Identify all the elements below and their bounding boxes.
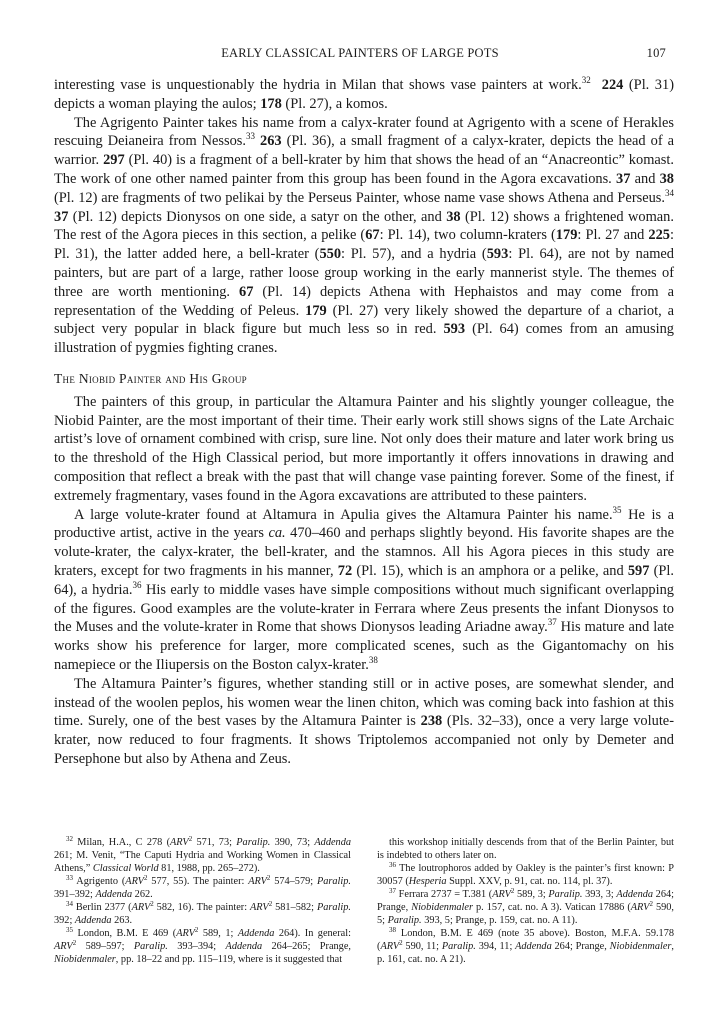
section-heading: The Niobid Painter and His Group	[54, 370, 247, 386]
footnote-35: $^{35}$ London, B.M. E 469 (ARV$^2$ 589, 1; Addenda 264). In general: ARV$^2$ 589–597; Paralip. 393–394; Addenda 264–265; Prange, Niobidenmaler, pp. 18–22 and pp. 115–119, where is it suggested that	[54, 926, 351, 965]
footnote-35-continued: this workshop initially descends from that of the Berlin Painter, but is indebted to others later on.	[377, 837, 674, 861]
footnote-34: $^{34}$ Berlin 2377 (ARV$^2$ 582, 16). The painter: ARV$^2$ 581–582; Paralip. 392; Addenda 263.	[54, 900, 351, 926]
footnote-33: $^{33}$ Agrigento (ARV$^2$ 577, 55). The painter: ARV$^2$ 574–579; Paralip. 391–392; Addenda 262.	[54, 874, 351, 900]
running-title: EARLY CLASSICAL PAINTERS OF LARGE POTS	[221, 46, 499, 60]
footnote-36: $^{36}$ The loutrophoros added by Oakley is the painter’s first known: P 30057 (Hesperia Suppl. XXV, p. 91, cat. no. 114, pl. 37).	[377, 861, 674, 887]
paragraph-2: The Agrigento Painter takes his name from a calyx-krater found at Agrigento with a scene of Herakles rescuing Deianeira from Nessos.$^{33}$ 263 (Pl. 36), a small fragment of a calyx-krater, depicts the head of a warrior. 297 (Pl. 40) is a fragment of a bell-krater by him that shows the head of an “Anacreontic” komast. The work of one other named painter from this group has been found in the Agora excavations. 37 and 38 (Pl. 12) are fragments of two pelikai by the Perseus Painter, whose name vase shows Athena and Perseus.$^{34}$ 37 (Pl. 12) depicts Dionysos on one side, a satyr on the other, and 38 (Pl. 12) shows a frightened woman. The rest of the Agora pieces in this section, a pelike (67: Pl. 14), two column-kraters (179: Pl. 27 and 225: Pl. 31), the latter added here, a bell-krater (550: Pl. 57), and a hydria (593: Pl. 64), are not by named painters, but are part of a large, rather loose group working in the early mannerist style. The themes of three are worth mentioning. 67 (Pl. 14) depicts Athena with Hephaistos and may come from a representation of the Wedding of Peleus. 179 (Pl. 27) very likely showed the departure of a chariot, a subject very popular in black figure but much less so in red. 593 (Pl. 64) comes from an amusing illustration of pygmies fighting cranes.	[54, 114, 674, 357]
footnote-ref-38[interactable]: 38	[368, 654, 378, 665]
page-number: 107	[646, 46, 666, 60]
paragraph-4: A large volute-krater found at Altamura in Apulia gives the Altamura Painter his name.$^{35}$ He is a productive artist, active in the years ca. 470–460 and perhaps slightly beyond. His favorite shapes are the volute-krater, the calyx-krater, the bell-krater, and the stamnos. All his Agora pieces in this study are kraters, except for two fragments in his manner, 72 (Pl. 15), which is an amphora or a pelike, and 597 (Pl. 64), a hydria.$^{36}$ His early to middle vases have simple compositions without much significant overlapping of the figures. Good examples are the volute-krater in Ferrara where Zeus presents the infant Dionysos to the Muses and the volute-krater in Rome that shows Dionysos leading Ariadne away.$^{37}$ His mature and late works show his preference for larger, more complicated scenes, such as the Gigantomachy on his namepiece or the Iliupersis on the Boston calyx-krater.$^{38}$	[54, 504, 674, 673]
footnotes-left-column	[54, 836, 351, 966]
footnote-ref-37[interactable]: 37	[547, 617, 557, 628]
footnote-ref-34[interactable]: 34	[665, 187, 674, 198]
paragraph-1: interesting vase is unquestionably the hydria in Milan that shows vase painters at work.$^{32}$ 224 (Pl. 31) depicts a woman playing the aulos; 178 (Pl. 27), a komos.	[54, 75, 674, 112]
footnote-ref-33[interactable]: 33	[246, 131, 256, 142]
main-text	[54, 76, 674, 769]
page-header	[54, 46, 666, 66]
footnote-37: $^{37}$ Ferrara 2737 = T.381 (ARV$^2$ 589, 3; Paralip. 393, 3; Addenda 264; Prange, Niobidenmaler p. 157, cat. no. A 3). Vatican 17886 (ARV$^2$ 590, 5; Paralip. 393, 5; Prange, p. 159, cat. no. A 11).	[377, 887, 675, 926]
footnote-38: $^{38}$ London, B.M. E 469 (note 35 above). Boston, M.F.A. 59.178 (ARV$^2$ 590, 11; Paralip. 394, 11; Addenda 264; Prange, Niobidenmaler, p. 161, cat. no. A 21).	[377, 926, 674, 965]
footnote-ref-36[interactable]: 36	[132, 579, 142, 590]
footnotes-right-column	[377, 836, 674, 966]
paragraph-3: The painters of this group, in particular the Altamura Painter and his slightly younger colleague, the Niobid Painter, are the most important of their time. Their early work still shows signs of the Late Archaic artist’s love of ornament combined with crisp, sure line. Not only does their mature and later work bring us to the threshold of the High Classical period, but more importantly it offers innovations in drawing and composition that reflect a break with the past that will change vase painting forever. Some of the finest, if extremely fragmentary, vases found in the Agora excavations are attributed to these painters.	[54, 393, 674, 504]
footnote-ref-32[interactable]: 32	[581, 75, 591, 85]
footnote-ref-35[interactable]: 35	[612, 504, 622, 515]
footnote-32: $^{32}$ Milan, H.A., C 278 (ARV$^2$ 571, 73; Paralip. 390, 73; Addenda 261; M. Venit, “The Caputi Hydria and Working Women in Classical Athens,” Classical World 81, 1988, pp. 265–272).	[54, 835, 351, 874]
paragraph-5: The Altamura Painter’s figures, whether standing still or in active poses, are somewhat slender, and instead of the woolen peplos, his women wear the linen chiton, which was coming back into fashion at this time. Surely, one of the best vases by the Altamura Painter is 238 (Pls. 32–33), once a very large volute-krater, now reduced to four fragments. It shows Triptolemos accompanied not only by Demeter and Persephone but also by Athena and Zeus.	[54, 675, 674, 767]
